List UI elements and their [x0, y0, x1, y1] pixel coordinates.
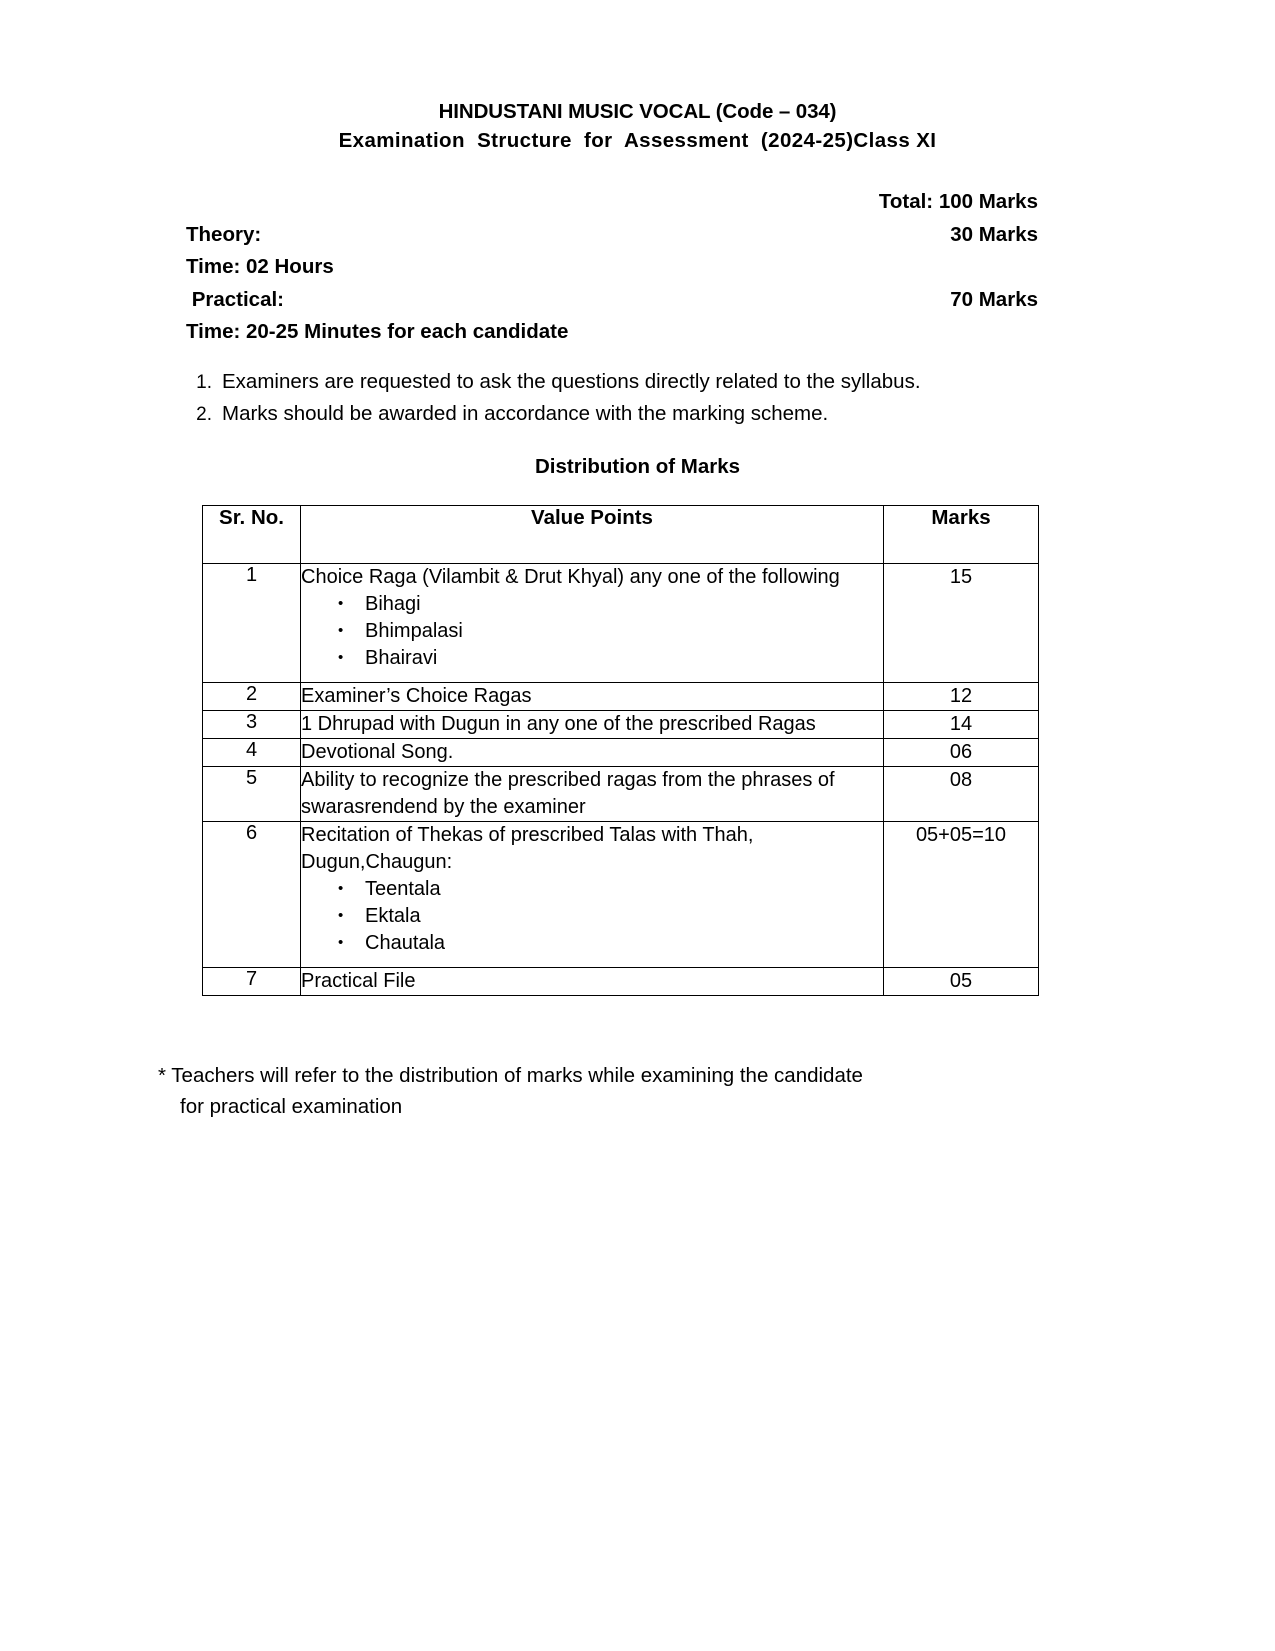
cell-sr-no: 5 [203, 767, 301, 822]
practical-marks-value: 70 Marks [950, 287, 1038, 311]
value-point-bullets [301, 876, 883, 957]
cell-sr-no: 6 [203, 822, 301, 968]
practical-marks-row [186, 284, 1038, 317]
total-marks-row [186, 186, 1038, 219]
list-item: • Bhimpalasi [365, 618, 883, 645]
theory-time-label: Time: 02 Hours [186, 255, 334, 278]
document-header [0, 97, 1275, 155]
table-row [203, 711, 1039, 739]
column-header-sr-no: Sr. No. [203, 506, 301, 564]
list-item [186, 366, 1066, 398]
cell-marks: 14 [884, 711, 1039, 739]
theory-marks-row [186, 219, 1038, 252]
cell-sr-no: 3 [203, 711, 301, 739]
value-point-text: Examiner’s Choice Ragas [301, 685, 532, 707]
table-body [203, 564, 1039, 996]
cell-marks: 05+05=10 [884, 822, 1039, 968]
marks-summary-block [186, 186, 1038, 349]
cell-value-points [301, 564, 884, 683]
cell-value-points [301, 683, 884, 711]
theory-time-row [186, 251, 1038, 284]
cell-sr-no: 4 [203, 739, 301, 767]
value-point-text: Practical File [301, 970, 416, 992]
table-row [203, 739, 1039, 767]
footnote [158, 1060, 1058, 1122]
list-item: • Ektala [365, 903, 883, 930]
practical-time-label: Time: 20-25 Minutes for each candidate [186, 320, 569, 343]
distribution-of-marks-table [202, 505, 1039, 996]
cell-value-points [301, 739, 884, 767]
theory-marks-value: 30 Marks [950, 222, 1038, 246]
cell-value-points [301, 822, 884, 968]
total-marks-value: Total: 100 Marks [878, 190, 1038, 213]
note-number: 1. [196, 372, 212, 393]
examiner-notes-list [186, 366, 1066, 430]
cell-sr-no: 1 [203, 564, 301, 683]
cell-sr-no: 7 [203, 968, 301, 996]
table-row [203, 968, 1039, 996]
list-item: • Bihagi [365, 591, 883, 618]
cell-marks: 06 [884, 739, 1039, 767]
cell-value-points [301, 968, 884, 996]
cell-sr-no: 2 [203, 683, 301, 711]
value-point-text: Choice Raga (Vilambit & Drut Khyal) any one of the following [301, 566, 840, 588]
value-point-text: 1 Dhrupad with Dugun in any one of the prescribed Ragas [301, 713, 816, 735]
value-point-text: Recitation of Thekas of prescribed Talas with Thah, Dugun,Chaugun: [301, 824, 754, 873]
table-header-row [203, 506, 1039, 564]
column-header-value-points: Value Points [301, 506, 884, 564]
list-item: • Bhairavi [365, 645, 883, 672]
list-item: • Teentala [365, 876, 883, 903]
note-text: Examiners are requested to ask the questions directly related to the syllabus. [222, 370, 921, 393]
distribution-table-wrapper [202, 505, 1038, 996]
table-row [203, 683, 1039, 711]
list-item: • Chautala [365, 930, 883, 957]
practical-time-row [186, 316, 1038, 349]
page-title-line-2: Examination Structure for Assessment (2024-25)Class XI [338, 129, 937, 152]
footnote-line-1: * Teachers will refer to the distribution of marks while examining the candidate [158, 1064, 863, 1087]
note-number: 2. [196, 404, 212, 425]
table-row [203, 767, 1039, 822]
value-point-text: Devotional Song. [301, 741, 454, 763]
distribution-heading: Distribution of Marks [534, 455, 740, 478]
cell-marks: 08 [884, 767, 1039, 822]
cell-value-points [301, 767, 884, 822]
value-point-text: Ability to recognize the prescribed ragas from the phrases of swarasrendend by the examiner [301, 769, 835, 818]
table-row [203, 564, 1039, 683]
cell-marks: 05 [884, 968, 1039, 996]
table-row [203, 822, 1039, 968]
table-header [203, 506, 1039, 564]
cell-marks: 15 [884, 564, 1039, 683]
footnote-line-2: for practical examination [180, 1095, 403, 1118]
cell-marks: 12 [884, 683, 1039, 711]
practical-label: Practical: [186, 287, 284, 311]
theory-label: Theory: [186, 222, 262, 246]
page-title-line-1: HINDUSTANI MUSIC VOCAL (Code – 034) [438, 100, 837, 123]
list-item [186, 398, 1066, 430]
note-text: Marks should be awarded in accordance with the marking scheme. [222, 402, 829, 425]
cell-value-points [301, 711, 884, 739]
column-header-marks: Marks [884, 506, 1039, 564]
value-point-bullets [301, 591, 883, 672]
